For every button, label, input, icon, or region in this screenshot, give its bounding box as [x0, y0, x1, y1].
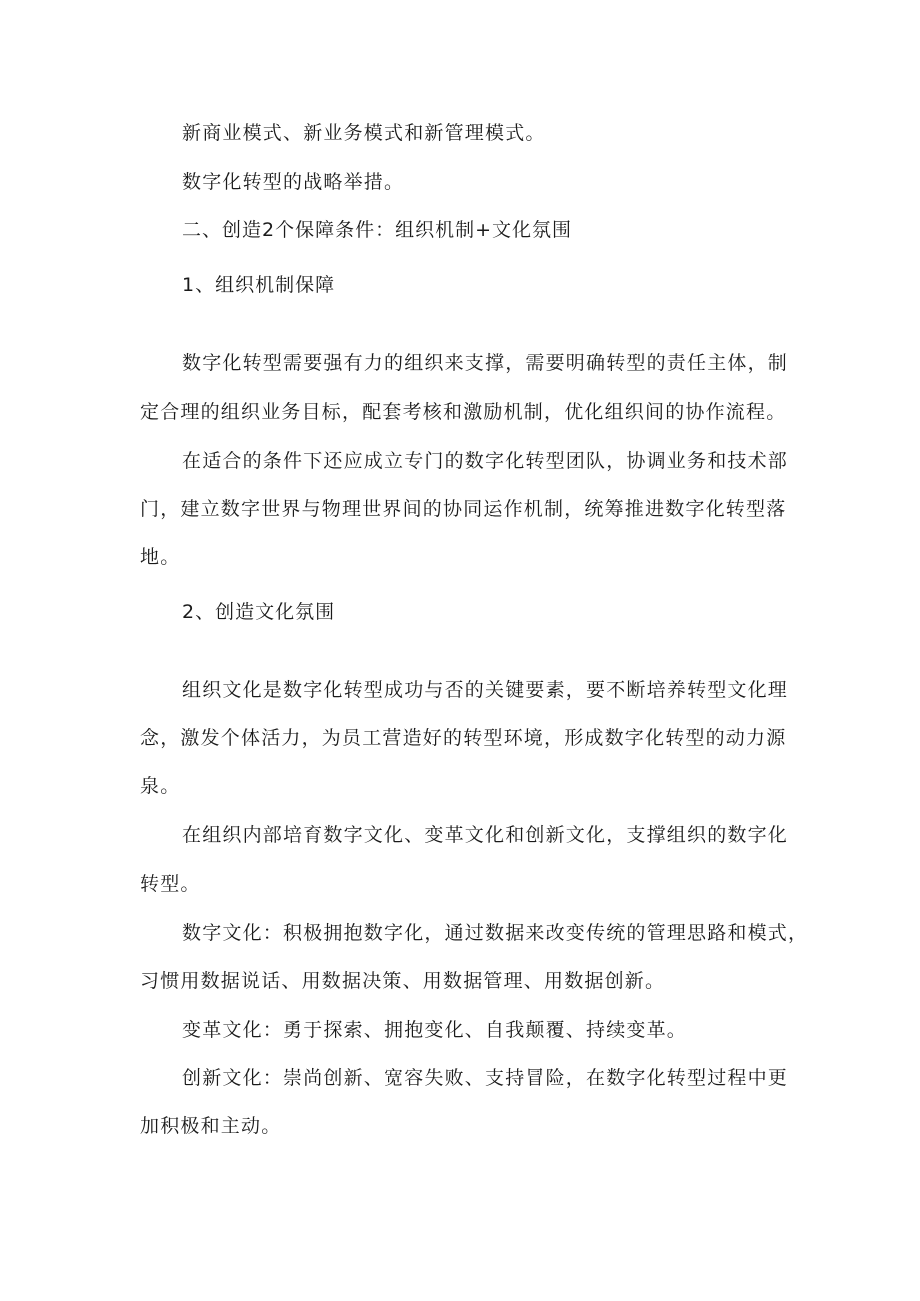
subsection-heading: 2、创造文化氛围 — [182, 601, 336, 623]
paragraph-line: 门，建立数字世界与物理世界间的协同运作机制，统筹推进数字化转型落 — [140, 498, 787, 520]
paragraph-line: 地。 — [140, 546, 181, 568]
paragraph-line: 组织文化是数字化转型成功与否的关键要素，要不断培养转型文化理 — [182, 679, 789, 701]
paragraph-line: 创新文化：崇尚创新、宽容失败、支持冒险，在数字化转型过程中更 — [182, 1067, 789, 1089]
paragraph-line: 定合理的组织业务目标，配套考核和激励机制，优化组织间的协作流程。 — [140, 401, 787, 423]
paragraph-line: 在组织内部培育数字文化、变革文化和创新文化，支撑组织的数字化 — [182, 824, 789, 846]
paragraph-line: 数字化转型的战略举措。 — [182, 171, 405, 193]
paragraph-line: 转型。 — [140, 873, 201, 895]
subsection-heading: 1、组织机制保障 — [182, 274, 336, 296]
paragraph-line: 加积极和主动。 — [140, 1115, 282, 1137]
paragraph-line: 习惯用数据说话、用数据决策、用数据管理、用数据创新。 — [140, 970, 666, 992]
section-heading: 二、创造2个保障条件：组织机制+文化氛围 — [182, 219, 573, 241]
paragraph-line: 变革文化：勇于探索、拥抱变化、自我颠覆、持续变革。 — [182, 1019, 688, 1041]
paragraph-line: 数字文化：积极拥抱数字化，通过数据来改变传统的管理思路和模式， — [182, 922, 809, 944]
paragraph-line: 新商业模式、新业务模式和新管理模式。 — [182, 122, 546, 144]
paragraph-line: 数字化转型需要强有力的组织来支撑，需要明确转型的责任主体，制 — [182, 352, 789, 374]
paragraph-line: 泉。 — [140, 775, 181, 797]
paragraph-line: 念，激发个体活力，为员工营造好的转型环境，形成数字化转型的动力源 — [140, 727, 787, 749]
paragraph-line: 在适合的条件下还应成立专门的数字化转型团队，协调业务和技术部 — [182, 450, 789, 472]
